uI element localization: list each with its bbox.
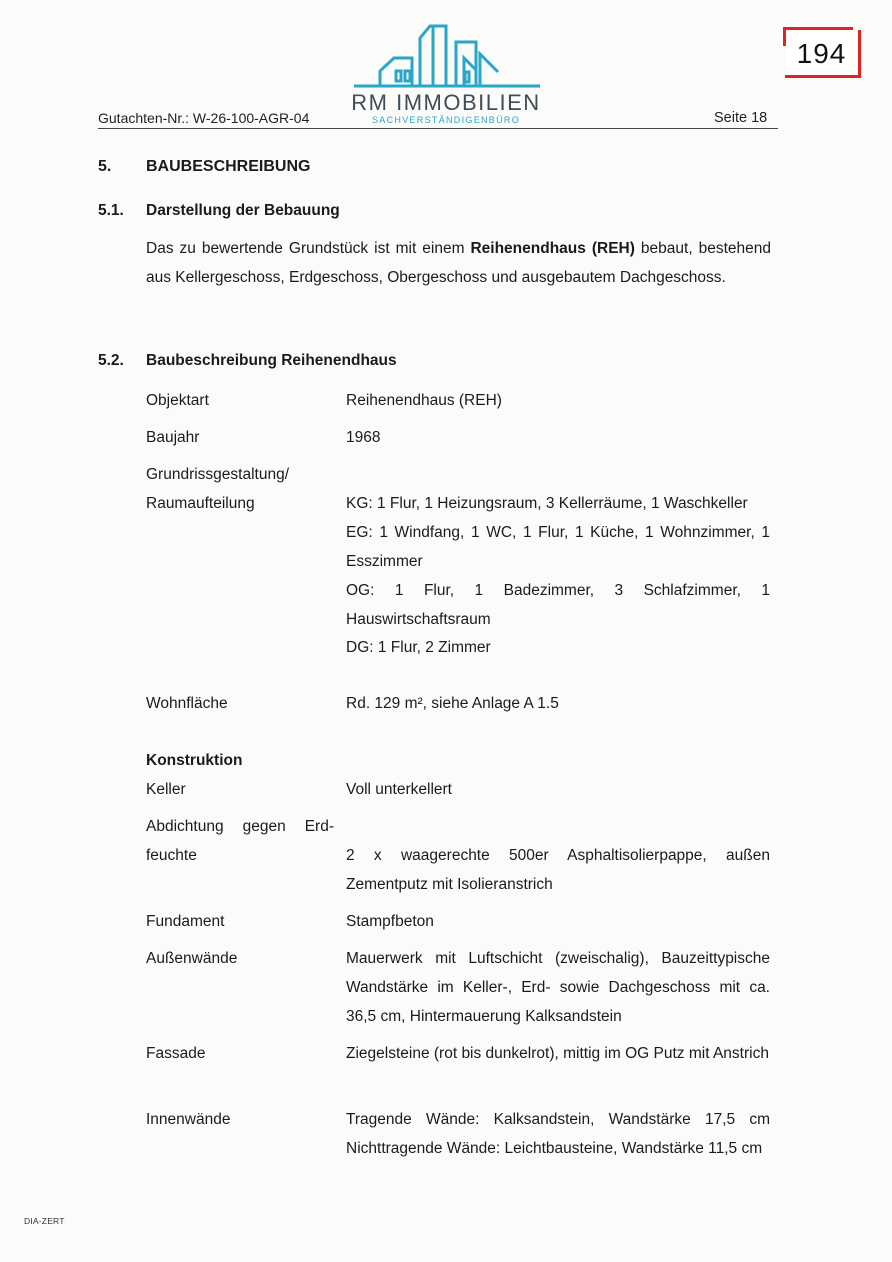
logo-subtitle: SACHVERSTÄNDIGENBÜRO <box>371 115 521 125</box>
value-grundriss-kg: KG: 1 Flur, 1 Heizungsraum, 3 Kellerräume, 1 Waschkeller <box>346 495 748 512</box>
value-fassade: Ziegelsteine (rot bis dunkelrot), mittig im OG Putz mit Anstrich <box>346 1045 769 1062</box>
subsection-1-title: Darstellung der Bebauung <box>146 202 340 219</box>
footer-mark: DIA-ZERT <box>24 1216 65 1226</box>
label-abdichtung-line1-text: Abdichtung gegen Erd- <box>146 818 334 835</box>
value-objektart: Reihenendhaus (REH) <box>346 392 502 409</box>
subsection-1-paragraph <box>146 234 771 292</box>
label-abdichtung-line2: feuchte <box>146 847 197 864</box>
section-title: BAUBESCHREIBUNG <box>146 158 311 175</box>
page-number-badge <box>785 30 861 78</box>
value-innenwaende-line1-text: Tragende Wände: Kalksandstein, Wandstärke 17,5 cm <box>346 1111 770 1128</box>
page-number-badge-text: 194 <box>796 38 847 69</box>
paragraph-bold-term: Reihenendhaus (REH) <box>470 240 635 257</box>
label-abdichtung-line1 <box>146 812 334 841</box>
value-fundament: Stampfbeton <box>346 913 434 930</box>
subsection-2-title: Baubeschreibung Reihenendhaus <box>146 352 397 369</box>
label-grundriss-line1: Grundrissgestaltung/ <box>146 466 290 483</box>
label-objektart: Objektart <box>146 392 209 409</box>
value-grundriss-dg: DG: 1 Flur, 2 Zimmer <box>346 639 491 656</box>
page-label: Seite 18 <box>714 110 768 126</box>
konstruktion-heading: Konstruktion <box>146 752 243 769</box>
label-baujahr: Baujahr <box>146 429 200 446</box>
value-wohnflaeche: Rd. 129 m², siehe Anlage A 1.5 <box>346 695 559 712</box>
subsection-1-number: 5.1. <box>98 202 124 219</box>
value-innenwaende-line2: Nichttragende Wände: Leichtbausteine, Wandstärke 11,5 cm <box>346 1140 763 1157</box>
label-fassade: Fassade <box>146 1045 206 1062</box>
label-aussenwaende: Außenwände <box>146 950 238 967</box>
logo-name: RM IMMOBILIEN <box>351 90 541 115</box>
paragraph-text-end: bebaut, bestehend aus Kellergeschoss, Erdgeschoss, Obergeschoss und ausgebautem Dachgeschoss. <box>146 240 772 286</box>
label-keller: Keller <box>146 781 186 798</box>
report-number: Gutachten-Nr.: W-26-100-AGR-04 <box>98 110 310 126</box>
header-divider <box>98 128 778 129</box>
label-fundament: Fundament <box>146 913 225 930</box>
subsection-2-number: 5.2. <box>98 352 124 369</box>
value-grundriss-og: OG: 1 Flur, 1 Badezimmer, 3 Schlafzimmer, 1 Hauswirtschaftsraum <box>346 582 770 628</box>
paragraph-text-start: Das zu bewertende Grundstück ist mit einem <box>146 240 471 257</box>
value-aussenwaende: Mauerwerk mit Luftschicht (zweischalig), Bauzeittypische Wandstärke im Keller-, Erd- sowie Dachgeschoss mit ca. 36,5 cm, Hintermauerung Kalksandstein <box>346 950 770 1025</box>
value-keller: Voll unterkellert <box>346 781 452 798</box>
value-baujahr: 1968 <box>346 429 381 446</box>
value-innenwaende-line1 <box>346 1105 770 1134</box>
value-grundriss-eg: EG: 1 Windfang, 1 WC, 1 Flur, 1 Küche, 1 Wohnzimmer, 1 Esszimmer <box>346 524 770 570</box>
value-abdichtung: 2 x waagerechte 500er Asphaltisolierpappe, außen Zementputz mit Isolieranstrich <box>346 847 770 893</box>
section-number: 5. <box>98 158 112 175</box>
label-grundriss-line2: Raumaufteilung <box>146 495 255 512</box>
label-innenwaende: Innenwände <box>146 1111 231 1128</box>
label-wohnflaeche: Wohnfläche <box>146 695 228 712</box>
